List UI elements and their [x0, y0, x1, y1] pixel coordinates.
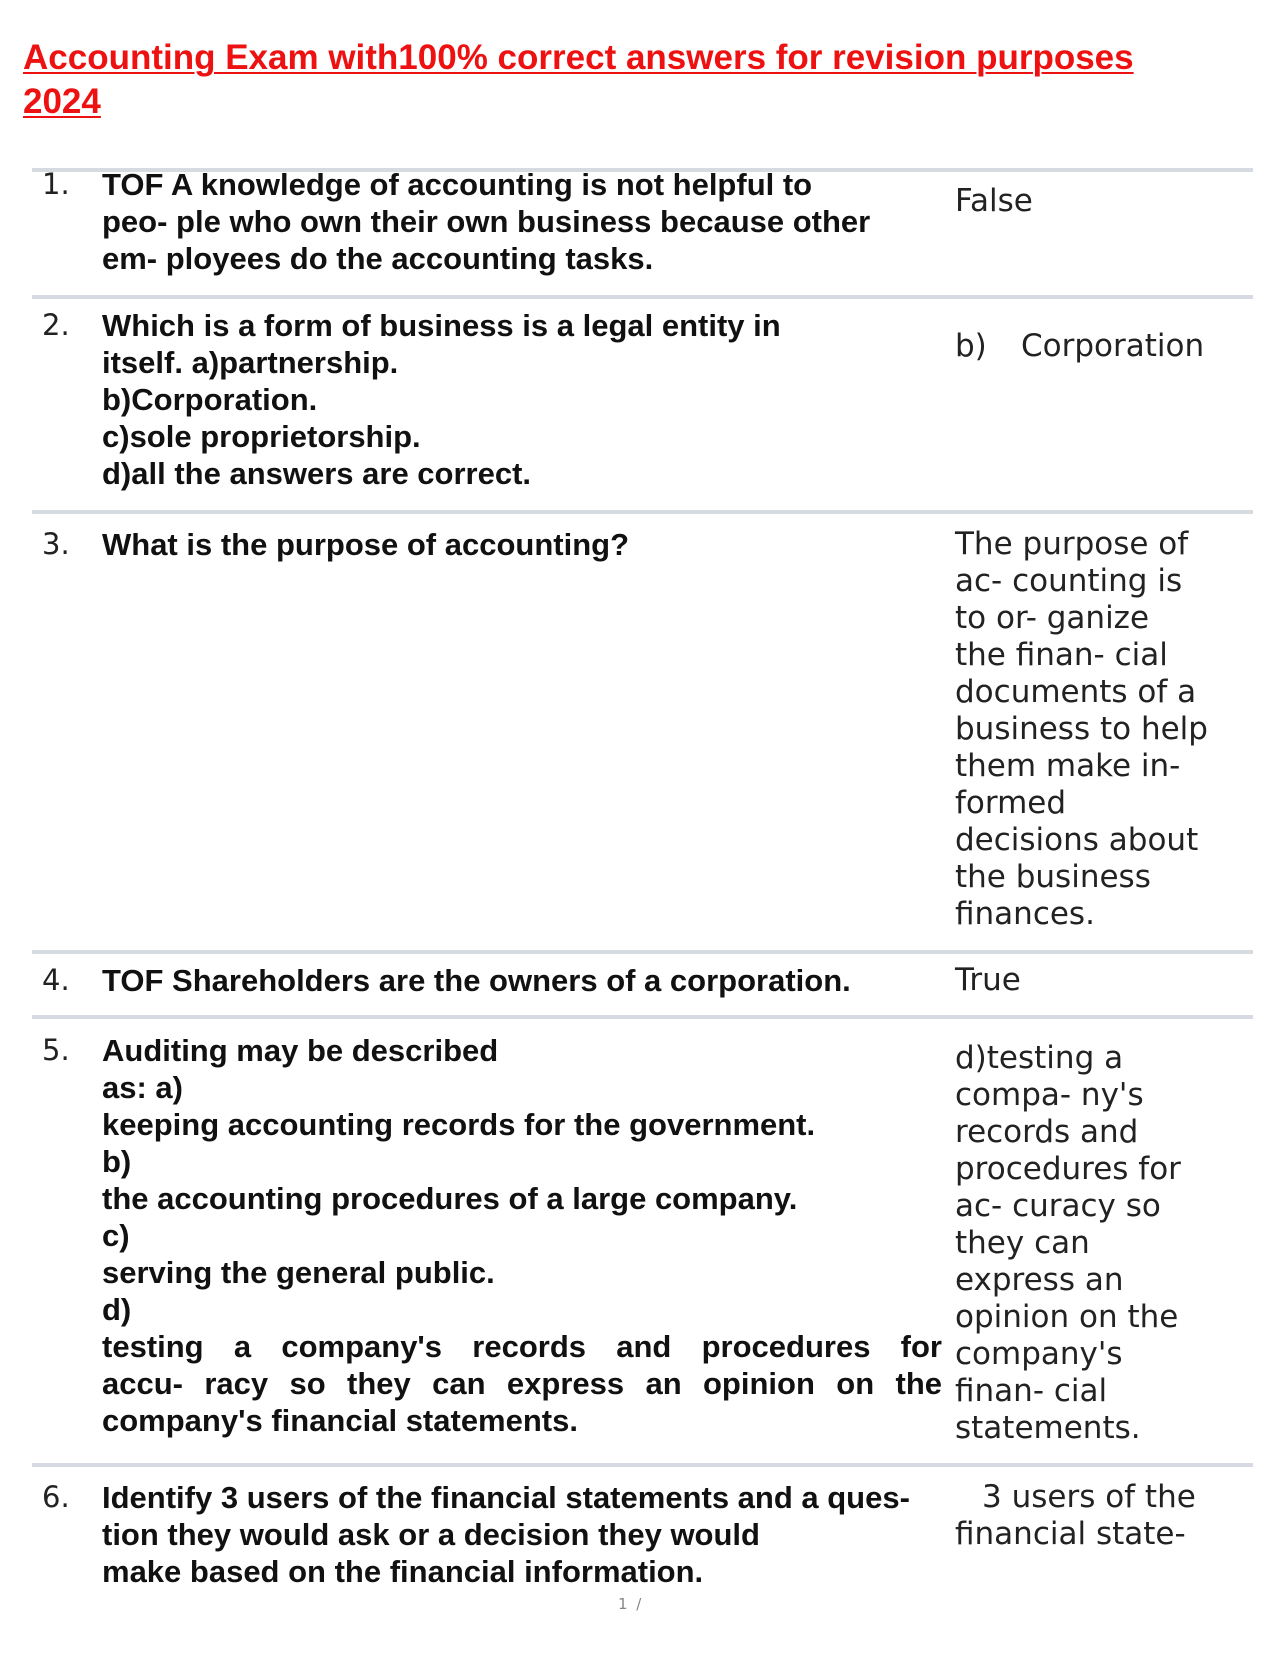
- answer-text: [955, 1040, 1245, 1447]
- answer-line: the finan- cial: [955, 637, 1168, 673]
- answer-line: they can: [955, 1225, 1090, 1261]
- question-line: TOF A knowledge of accounting is not helpful to: [102, 170, 813, 202]
- answer-line: compa- ny's: [955, 1077, 1144, 1113]
- row-divider: [32, 950, 1253, 954]
- question-line: em- ployees do the accounting tasks.: [102, 241, 654, 276]
- title-line-2: 2024: [23, 82, 101, 121]
- answer-line: them make in-: [955, 748, 1181, 784]
- answer-text: [955, 328, 1245, 365]
- answer-line: finan- cial: [955, 1373, 1108, 1409]
- question-number: 2.: [42, 308, 70, 342]
- question-text: [102, 962, 942, 999]
- answer-text: [955, 183, 1245, 220]
- question-line: make based on the financial information.: [102, 1554, 704, 1589]
- question-line: peo- ple who own their own business because other: [102, 204, 871, 239]
- question-text: [102, 526, 942, 563]
- answer-line: [955, 328, 1245, 365]
- question-line: d)all the answers are correct.: [102, 456, 532, 491]
- question-line: Identify 3 users of the financial statements and a ques-: [102, 1480, 910, 1515]
- answer-line: procedures for: [955, 1151, 1181, 1187]
- question-line: accu- racy so they can express an opinion on the: [102, 1366, 942, 1401]
- answer-line: financial state-: [955, 1516, 1186, 1552]
- answer-line: to or- ganize: [955, 600, 1150, 636]
- answer-line: 3 users of the: [982, 1479, 1196, 1515]
- row-divider: [32, 1463, 1253, 1467]
- answer-text: [955, 1479, 1252, 1553]
- answer-line: opinion on the: [955, 1299, 1179, 1335]
- question-number: 3.: [42, 527, 70, 561]
- answer-line: finances.: [955, 896, 1095, 932]
- question-number: 6.: [42, 1480, 70, 1514]
- question-number: 1.: [42, 170, 70, 201]
- question-number: 4.: [42, 963, 70, 997]
- question-line: testing a company's records and procedures for: [102, 1329, 942, 1364]
- question-line: keeping accounting records for the government.: [102, 1107, 816, 1142]
- question-line: serving the general public.: [102, 1255, 495, 1290]
- answer-line: decisions about: [955, 822, 1199, 858]
- answer-line: company's: [955, 1336, 1123, 1372]
- question-text: [102, 307, 942, 492]
- answer-line: The purpose of: [955, 526, 1189, 562]
- question-line: as: a): [102, 1070, 183, 1105]
- question-line: c)sole proprietorship.: [102, 419, 421, 454]
- title-line-1: Accounting Exam with100% correct answers for revision purposes: [23, 38, 1134, 77]
- question-line: tion they would ask or a decision they would: [102, 1517, 760, 1552]
- question-line: b)Corporation.: [102, 382, 318, 417]
- answer-line: formed: [955, 785, 1067, 821]
- answer-line: ac- counting is: [955, 563, 1183, 599]
- answer-line: ac- curacy so: [955, 1188, 1161, 1224]
- answer-line: False: [955, 183, 1033, 219]
- question-line: What is the purpose of accounting?: [102, 527, 629, 562]
- row-divider: [32, 510, 1253, 514]
- answer-text: [955, 526, 1245, 933]
- answer-line: the business: [955, 859, 1151, 895]
- answer-line: statements.: [955, 1410, 1141, 1446]
- answer-line: documents of a: [955, 674, 1197, 710]
- page-number: 1 /: [618, 1595, 644, 1613]
- answer-line: d)testing a: [955, 1040, 1124, 1076]
- question-line: Which is a form of business is a legal entity in: [102, 308, 781, 343]
- row-divider: [32, 295, 1253, 299]
- question-line: b): [102, 1144, 132, 1179]
- question-line: Auditing may be described: [102, 1033, 499, 1068]
- question-text: [102, 1479, 942, 1590]
- question-line: c): [102, 1218, 130, 1253]
- question-row-1: [0, 170, 1280, 280]
- question-line: d): [102, 1292, 132, 1327]
- answer-line: records and: [955, 1114, 1139, 1150]
- answer-line: True: [955, 962, 1021, 998]
- question-text: [102, 1032, 942, 1439]
- answer-value: Corporation: [1021, 328, 1205, 364]
- answer-line: business to help: [955, 711, 1208, 747]
- question-number: 5.: [42, 1033, 70, 1067]
- document-title: [23, 36, 1223, 124]
- answer-line: express an: [955, 1262, 1124, 1298]
- answer-letter: b): [955, 328, 987, 364]
- row-divider: [32, 1015, 1253, 1019]
- question-line: itself. a)partnership.: [102, 345, 399, 380]
- answer-text: [955, 962, 1245, 999]
- question-line: the accounting procedures of a large company.: [102, 1181, 798, 1216]
- question-line: company's financial statements.: [102, 1403, 578, 1438]
- question-line: TOF Shareholders are the owners of a corporation.: [102, 963, 851, 998]
- question-text: [102, 170, 942, 277]
